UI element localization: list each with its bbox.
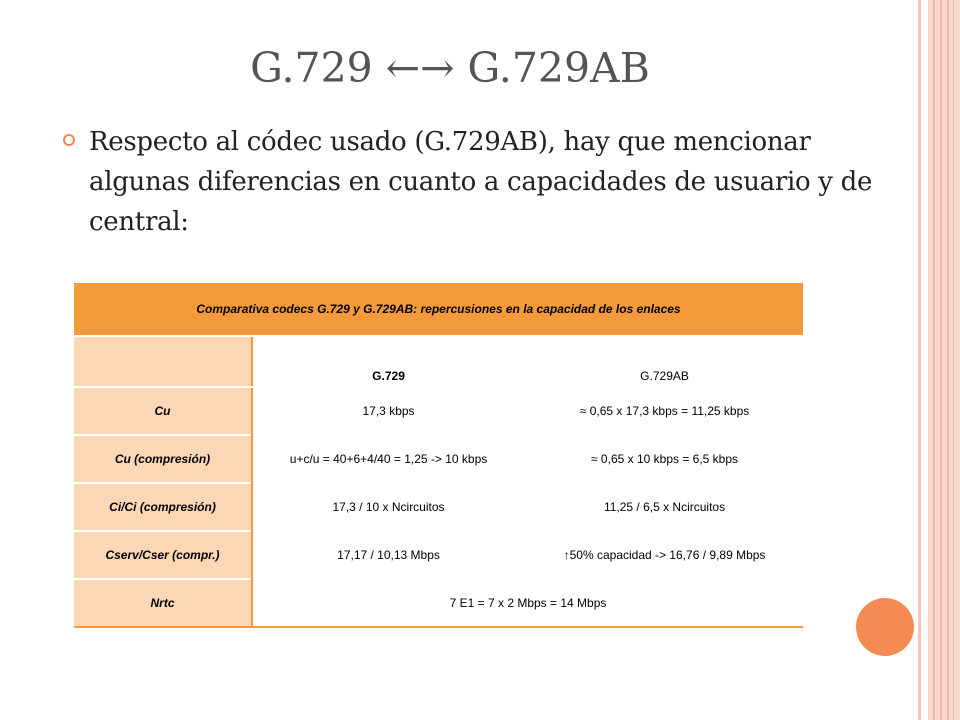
bullet-text: Respecto al códec usado (G.729AB), hay que mencionar algunas diferencias en cuanto a capacidades de usuario y de central: <box>89 127 873 237</box>
table-caption: Comparativa codecs G.729 y G.729AB: repercusiones en la capacidad de los enlaces <box>73 282 804 336</box>
cell-merged: 7 E1 = 7 x 2 Mbps = 14 Mbps <box>252 579 804 627</box>
table-header-row <box>73 336 804 387</box>
decor-stripe <box>953 0 954 720</box>
comparison-table <box>72 281 805 628</box>
decor-stripe <box>940 0 942 720</box>
table-row <box>73 387 804 435</box>
decor-stripe <box>933 0 935 720</box>
row-label: Ci/Ci (compresión) <box>73 483 252 531</box>
table-caption-row <box>73 282 804 336</box>
header-empty <box>73 336 252 387</box>
table-row <box>73 531 804 579</box>
row-label: Cu (compresión) <box>73 435 252 483</box>
bullet-item <box>63 122 883 242</box>
bullet-icon <box>63 134 75 146</box>
cell-g729: 17,3 / 10 x Ncircuitos <box>252 483 525 531</box>
table-row <box>73 579 804 627</box>
cell-g729ab: 11,25 / 6,5 x Ncircuitos <box>525 483 804 531</box>
table-row <box>73 483 804 531</box>
decor-stripe <box>947 0 949 720</box>
cell-g729ab: ≈ 0,65 x 10 kbps = 6,5 kbps <box>525 435 804 483</box>
row-label: Cserv/Cser (compr.) <box>73 531 252 579</box>
slide-title: G.729 ←→ G.729AB <box>250 44 650 92</box>
cell-g729: 17,3 kbps <box>252 387 525 435</box>
decor-circle <box>856 598 914 656</box>
header-g729: G.729 <box>252 336 525 387</box>
cell-g729ab: ↑50% capacidad -> 16,76 / 9,89 Mbps <box>525 531 804 579</box>
row-label: Nrtc <box>73 579 252 627</box>
row-label: Cu <box>73 387 252 435</box>
cell-g729: u+c/u = 40+6+4/40 = 1,25 -> 10 kbps <box>252 435 525 483</box>
cell-g729: 17,17 / 10,13 Mbps <box>252 531 525 579</box>
decor-stripe <box>918 0 921 720</box>
header-g729ab: G.729AB <box>525 336 804 387</box>
table-row <box>73 435 804 483</box>
cell-g729ab: ≈ 0,65 x 17,3 kbps = 11,25 kbps <box>525 387 804 435</box>
